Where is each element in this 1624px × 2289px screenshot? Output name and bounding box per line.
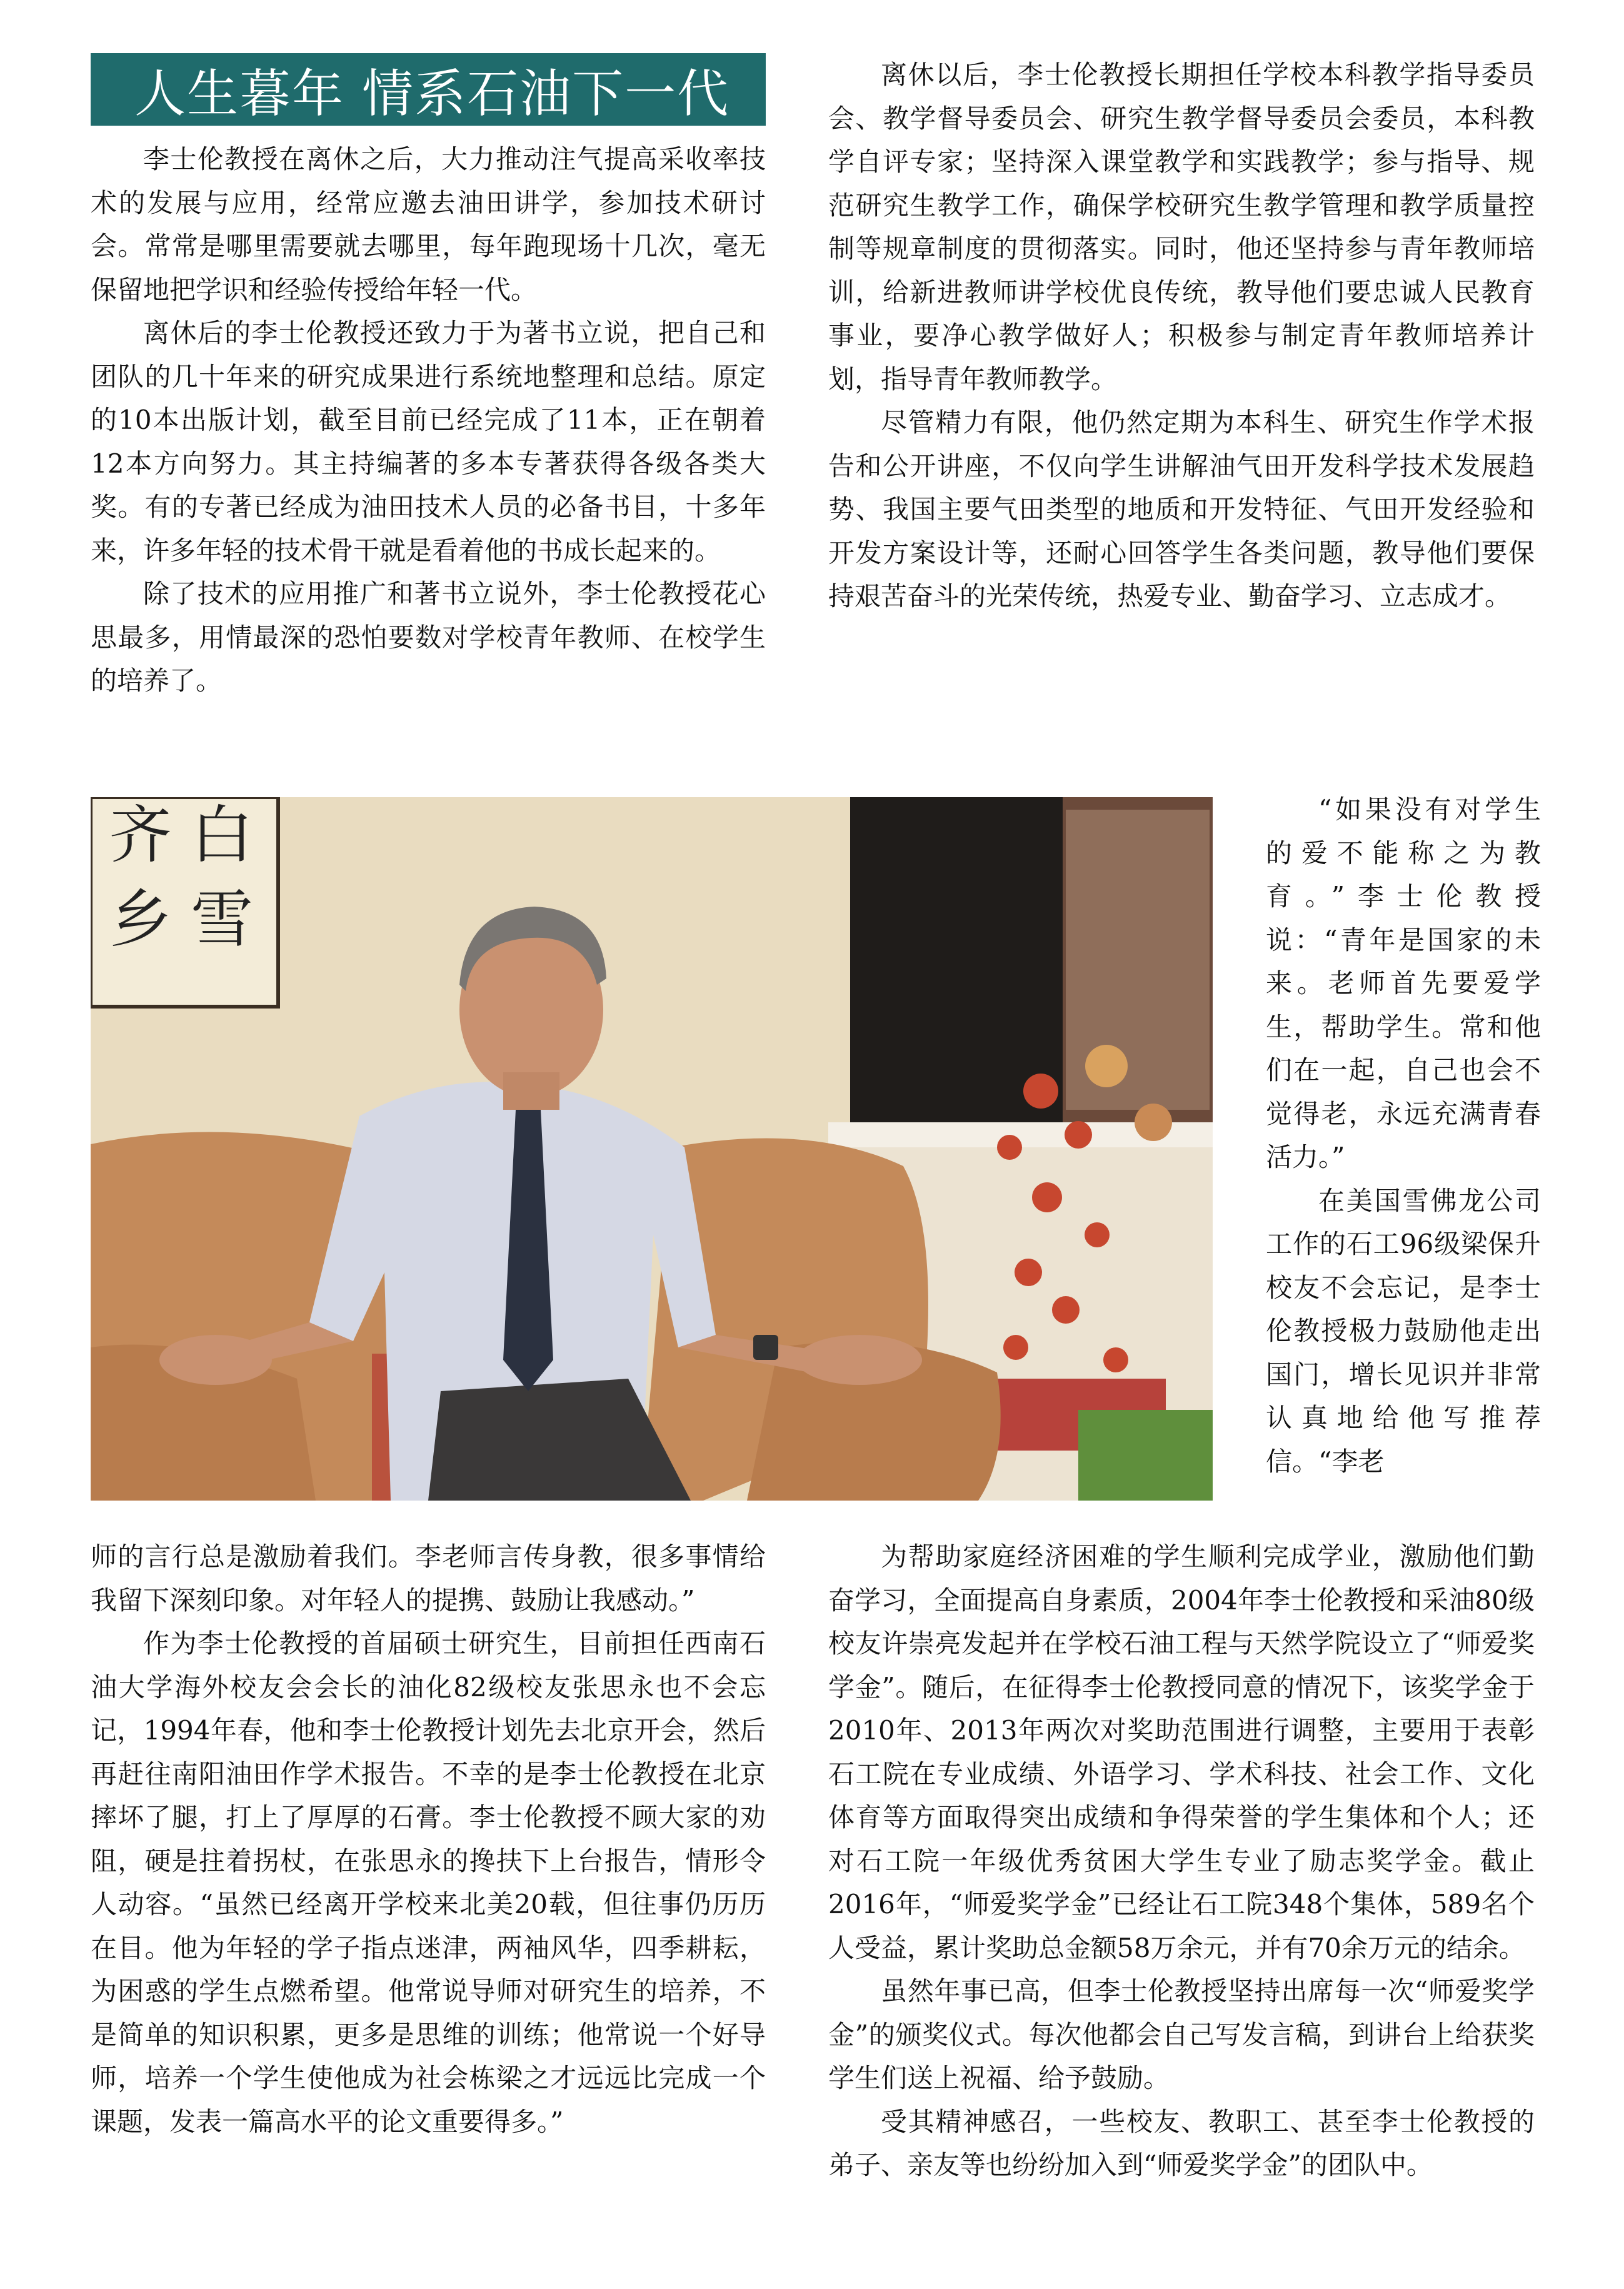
paragraph: 为帮助家庭经济困难的学生顺利完成学业，激励他们勤奋学习，全面提高自身素质，2004年李士伦教授和采油80级校友许崇亮发起并在学校石油工程与天然学院设立了“师爱奖学金”。随后，在征得李士伦教授同意的情况下，该奖学金于2010年、2013年两次对奖助范围进行调整，主要用于表彰石工院在专业成绩、外语学习、学术科技、社会工作、文化体育等方面取得突出成绩和争得荣誉的学生集体和个人；还对石工院一年级优秀贫困大学生专业了励志奖学金。截止2016年，“师爱奖学金”已经让石工院348个集体，589名个人受益，累计奖助总金额58万余元，并有70余万元的结余。 — [828, 1541, 1535, 1963]
article-column-bottom-left — [91, 1535, 766, 2143]
paragraph: 除了技术的应用推广和著书立说外，李士伦教授花心思最多，用情最深的恐怕要数对学校青年教师、在校学生的培养了。 — [91, 578, 766, 696]
calligraphy-char: 齐 — [109, 798, 172, 872]
paragraph: “如果没有对学生的爱不能称之为教育。”李士伦教授说：“青年是国家的未来。老师首先要爱学生，帮助学生。常和他们在一起，自己也会不觉得老，永远充满青春活力。” — [1266, 794, 1541, 1172]
calligraphy-char: 白 — [191, 798, 253, 872]
paragraph: 师的言行总是激励着我们。李老师言传身教，很多事情给我留下深刻印象。对年轻人的提携、鼓励让我感动。” — [91, 1541, 766, 1616]
portrait-illustration — [91, 797, 1213, 1501]
calligraphy-char: 乡 — [109, 883, 172, 956]
article-column-bottom-right — [828, 1535, 1535, 2187]
paragraph: 受其精神感召，一些校友、教职工、甚至李士伦教授的弟子、亲友等也纷纷加入到“师爱奖学金”的团队中。 — [828, 2106, 1535, 2180]
paragraph: 作为李士伦教授的首届硕士研究生，目前担任西南石油大学海外校友会会长的油化82级校友张思永也不会忘记，1994年春，他和李士伦教授计划先去北京开会，然后再赶往南阳油田作学术报告。不幸的是李士伦教授在北京摔坏了腿，打上了厚厚的石膏。李士伦教授不顾大家的劝阻，硬是拄着拐杖，在张思永的搀扶下上台报告，情形令人动容。“虽然已经离开学校来北美20载，但往事仍历历在目。他为年轻的学子指点迷津，两袖风华，四季耕耘，为困惑的学生点燃希望。他常说导师对研究生的培养，不是简单的知识积累，更多是思维的训练；他常说一个好导师，培养一个学生使他成为社会栋梁之才远远比完成一个课题，发表一篇高水平的论文重要得多。” — [91, 1628, 766, 2137]
section-title: 人生暮年 情系石油下一代 — [91, 53, 766, 126]
article-column-top-left — [91, 138, 766, 703]
article-column-top-right — [828, 53, 1535, 618]
paragraph: 在美国雪佛龙公司工作的石工96级梁保升校友不会忘记，是李士伦教授极力鼓励他走出国门，增长见识并非常认真地给他写推荐信。“李老 — [1266, 1185, 1541, 1477]
calligraphy-char: 雪 — [191, 883, 253, 956]
paragraph: 离休后的李士伦教授还致力于为著书立说，把自己和团队的几十年来的研究成果进行系统地整理和总结。原定的10本出版计划，截至目前已经完成了11本，正在朝着12本方向努力。其主持编著的多本专著获得各级各类大奖。有的专著已经成为油田技术人员的必备书目，十多年来，许多年轻的技术骨干就是看着他的书成长起来的。 — [91, 318, 766, 566]
paragraph: 离休以后，李士伦教授长期担任学校本科教学指导委员会、教学督导委员会、研究生教学督导委员会委员，本科教学自评专家；坚持深入课堂教学和实践教学；参与指导、规范研究生教学工作，确保学校研究生教学管理和教学质量控制等规章制度的贯彻落实。同时，他还坚持参与青年教师培训，给新进教师讲学校优良传统，教导他们要忠诚人民教育事业，要净心教学做好人；积极参与制定青年教师培养计划，指导青年教师教学。 — [828, 59, 1535, 395]
paragraph: 尽管精力有限，他仍然定期为本科生、研究生作学术报告和公开讲座，不仅向学生讲解油气田开发科学技术发展趋势、我国主要气田类型的地质和开发特征、气田开发经验和开发方案设计等，还耐心回答学生各类问题，教导他们要保持艰苦奋斗的光荣传统，热爱专业、勤奋学习、立志成才。 — [828, 407, 1535, 611]
paragraph: 李士伦教授在离休之后，大力推动注气提高采收率技术的发展与应用，经常应邀去油田讲学，参加技术研讨会。常常是哪里需要就去哪里，每年跑现场十几次，毫无保留地把学识和经验传授给年轻一代。 — [91, 144, 766, 305]
portrait-photo — [91, 797, 1213, 1501]
article-column-side — [1266, 788, 1541, 1483]
paragraph: 虽然年事已高，但李士伦教授坚持出席每一次“师爱奖学金”的颁奖仪式。每次他都会自己写发言稿，到讲台上给获奖学生们送上祝福、给予鼓励。 — [828, 1976, 1535, 2093]
